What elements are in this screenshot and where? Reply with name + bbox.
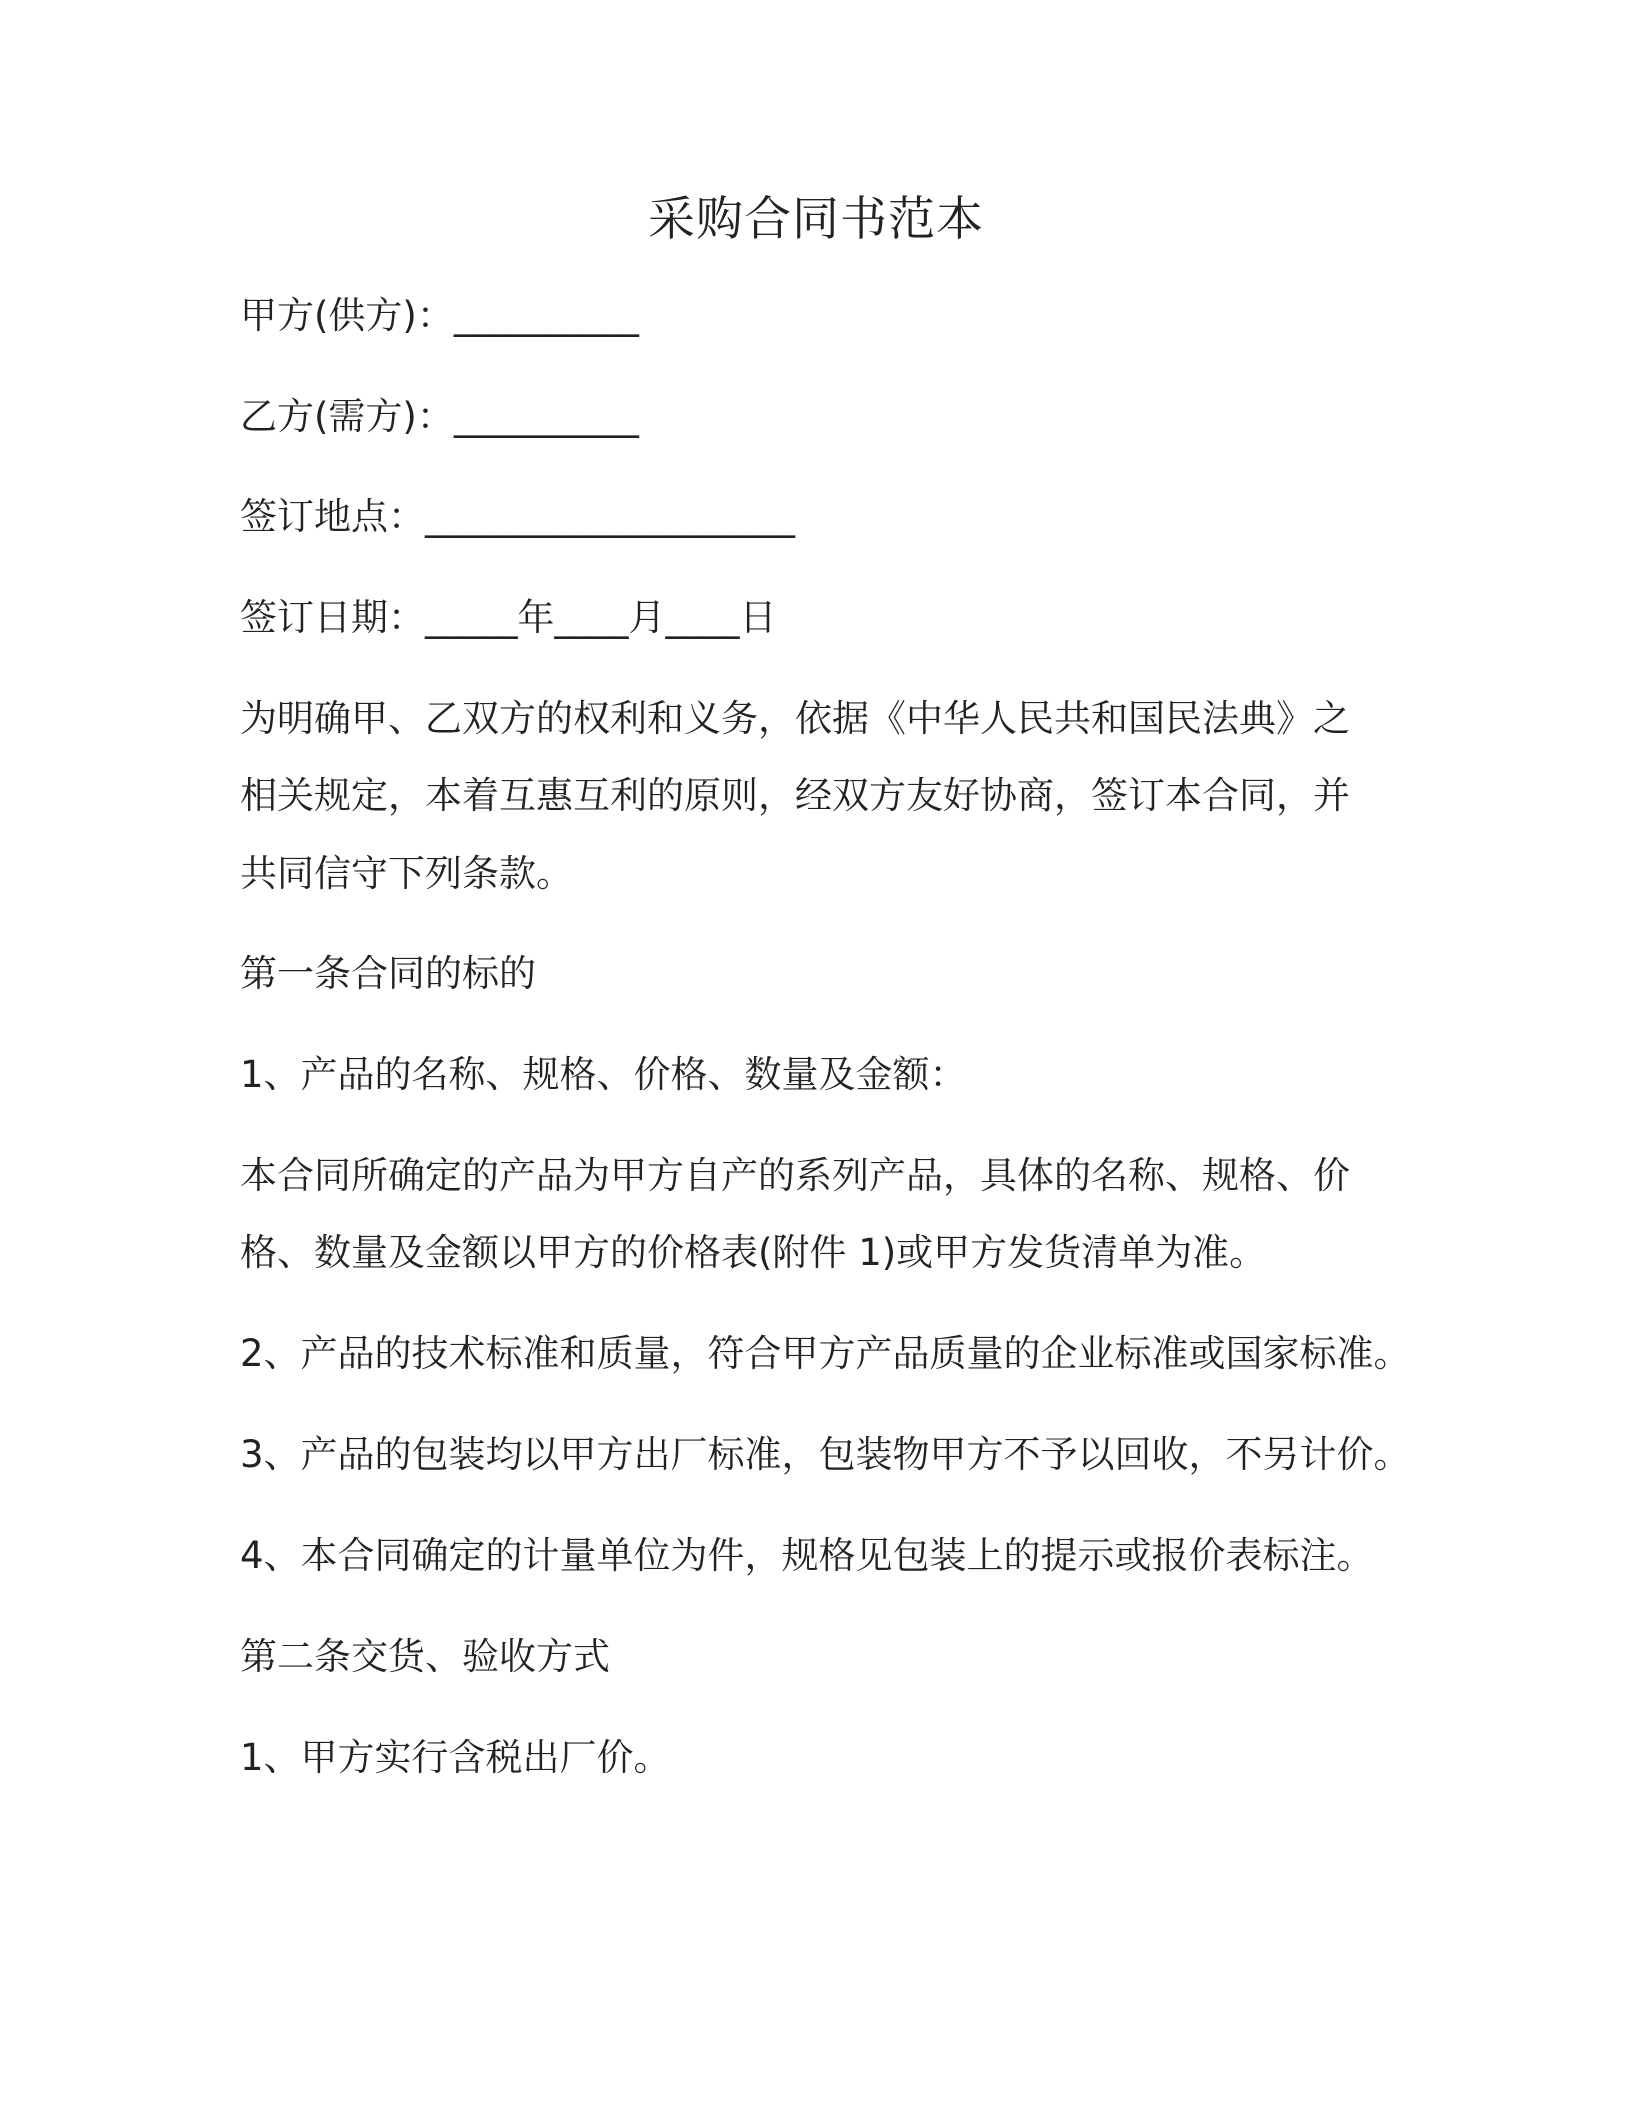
preamble-line-2: 相关规定，本着互惠互利的原则，经双方友好协商，签订本合同，并 <box>240 774 1350 817</box>
party-b-field: 乙方(需方)：__________ <box>240 395 639 438</box>
article1-item1-body-line-1: 本合同所确定的产品为甲方自产的系列产品，具体的名称、规格、价 <box>240 1154 1350 1197</box>
article1-item2: 2、产品的技术标准和质量，符合甲方产品质量的企业标准或国家标准。 <box>240 1332 1411 1375</box>
sign-place-field: 签订地点：____________________ <box>240 495 795 538</box>
party-a-field: 甲方(供方)：__________ <box>240 294 639 337</box>
sign-date-field: 签订日期：_____年____月____日 <box>240 596 777 639</box>
document-title: 采购合同书范本 <box>648 192 984 247</box>
preamble-line-3: 共同信守下列条款。 <box>240 852 573 895</box>
article1-item1: 1、产品的名称、规格、价格、数量及金额： <box>240 1053 967 1096</box>
preamble-line-1: 为明确甲、乙双方的权利和义务，依据《中华人民共和国民法典》之 <box>240 697 1350 740</box>
article1-heading: 第一条合同的标的 <box>240 952 536 995</box>
article1-item3: 3、产品的包装均以甲方出厂标准，包装物甲方不予以回收，不另计价。 <box>240 1433 1411 1476</box>
article1-item1-body-line-2: 格、数量及金额以甲方的价格表(附件 1)或甲方发货清单为准。 <box>240 1231 1267 1274</box>
article2-heading: 第二条交货、验收方式 <box>240 1635 610 1678</box>
article1-item4: 4、本合同确定的计量单位为件，规格见包装上的提示或报价表标注。 <box>240 1534 1374 1577</box>
article2-item1: 1、甲方实行含税出厂价。 <box>240 1736 671 1779</box>
